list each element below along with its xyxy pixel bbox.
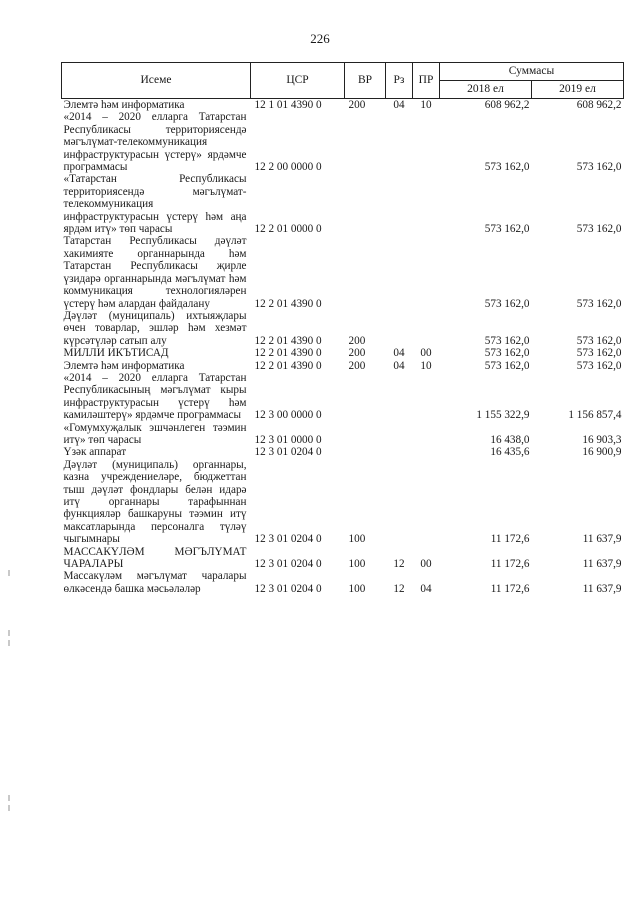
scan-mark: [8, 630, 10, 636]
row-csr: 12 2 01 4390 0: [254, 359, 322, 372]
row-name: Дәүләт (муниципаль) органнары, казна учреждениеләре, бюджеттан тыш дәүләт фондлары белән идарә итү органнары тарафыннан функцияләр башкаруны тәэмин итү максатларында персоналга түләү чыгымнары: [63, 458, 247, 546]
row-csr: 12 3 01 0000 0: [254, 433, 322, 446]
table-row: [62, 173, 624, 235]
row-csr: 12 3 01 0204 0: [254, 446, 322, 459]
scan-mark: [8, 640, 10, 646]
row-name: «Гомумхуҗалык эшчәнлеген тәэмин итү» төп чарасы: [63, 421, 247, 446]
row-vr: [345, 111, 386, 173]
row-sum-2019: 16 900,9: [582, 446, 622, 459]
row-csr: 12 2 01 0000 0: [254, 223, 322, 236]
row-vr: 200: [348, 99, 366, 111]
row-sum-2018: 1 155 322,9: [476, 409, 530, 422]
row-name: Элемтә һәм информатика: [63, 99, 185, 111]
row-csr: 12 2 00 0000 0: [254, 161, 322, 174]
row-sum-2019: 11 637,9: [582, 558, 622, 571]
table-row: [62, 111, 624, 173]
row-rz: [386, 310, 413, 347]
row-vr: [345, 422, 386, 447]
row-sum-2018: 573 162,0: [484, 347, 530, 360]
row-sum-2018: 16 435,6: [490, 446, 530, 459]
row-sum-2019: 11 637,9: [582, 582, 622, 595]
row-name: «2014 – 2020 елларга Татарстан Республикасының мәгълүмат кыры инфраструктурасын үстерү һәм камиләштерү» ярдәмче программасы: [63, 371, 247, 422]
table-row: [62, 347, 624, 359]
table-row: [62, 372, 624, 422]
row-pr: [413, 111, 440, 173]
row-name: Татарстан Республикасы дәүләт хакимияте органнарында һәм Татарстан Республикасы җирле үзидарә органнарында мәгълүмат һәм коммуникация технологияләрен үстерү һәм алардан файдалану: [63, 235, 247, 310]
row-sum-2019: 573 162,0: [576, 297, 622, 310]
row-pr: [413, 235, 440, 309]
row-vr: 200: [348, 359, 366, 372]
table-row: [62, 459, 624, 546]
row-rz: [386, 372, 413, 422]
row-rz: 04: [393, 99, 405, 111]
scan-mark: [8, 805, 10, 811]
row-sum-2018: 573 162,0: [484, 334, 530, 347]
row-csr: 12 2 01 4390 0: [254, 334, 322, 347]
header-rz: Рз: [386, 63, 413, 99]
row-rz: [386, 446, 413, 458]
row-pr: 10: [420, 99, 432, 111]
row-vr: 200: [348, 347, 366, 360]
table-row: [62, 310, 624, 347]
row-rz: [386, 173, 413, 235]
table-row: [62, 446, 624, 458]
row-sum-2018: 11 172,6: [490, 582, 530, 595]
row-vr: [345, 173, 386, 235]
row-sum-2018: 573 162,0: [484, 297, 530, 310]
row-rz: 04: [393, 347, 405, 360]
row-rz: 12: [393, 558, 405, 571]
row-sum-2018: 11 172,6: [490, 533, 530, 546]
row-sum-2019: 573 162,0: [576, 223, 622, 236]
row-pr: [413, 372, 440, 422]
header-name: Исеме: [62, 63, 251, 99]
scan-mark: [8, 795, 10, 801]
header-pr: ПР: [413, 63, 440, 99]
row-csr: 12 3 01 0204 0: [254, 533, 322, 546]
row-name: Үзәк аппарат: [63, 446, 127, 459]
row-csr: 12 1 01 4390 0: [254, 99, 322, 111]
scan-margin-marks: [8, 570, 12, 870]
table-row: [62, 235, 624, 309]
row-vr: [345, 372, 386, 422]
scan-mark: [8, 570, 10, 576]
row-csr: 12 3 01 0204 0: [254, 582, 322, 595]
row-sum-2018: 573 162,0: [484, 223, 530, 236]
row-rz: [386, 459, 413, 546]
row-sum-2018: 573 162,0: [484, 161, 530, 174]
row-rz: [386, 422, 413, 447]
row-sum-2018: 11 172,6: [490, 558, 530, 571]
row-pr: 00: [420, 558, 432, 571]
row-name: Дәүләт (муниципаль) ихтыяҗлары өчен товарлар, эшләр һәм хезмәт күрсәтүләр сатып алу: [63, 309, 247, 347]
row-sum-2019: 573 162,0: [576, 359, 622, 372]
row-rz: 04: [393, 359, 405, 372]
row-csr: 12 2 01 4390 0: [254, 297, 322, 310]
row-pr: [413, 173, 440, 235]
row-sum-2018: 573 162,0: [484, 359, 530, 372]
row-name: Массакүләм мәгълүмат чаралары өлкәсендә башка мәсьәләләр: [63, 570, 247, 595]
row-rz: [386, 235, 413, 309]
table-row: [62, 99, 624, 112]
row-pr: [413, 310, 440, 347]
row-sum-2018: 16 438,0: [490, 433, 530, 446]
header-sums: Суммасы: [440, 63, 624, 81]
row-sum-2018: 608 962,2: [484, 99, 530, 111]
row-vr: 100: [348, 533, 366, 546]
header-2018: 2018 ел: [440, 81, 532, 99]
header-2019: 2019 ел: [532, 81, 624, 99]
row-rz: 12: [393, 582, 405, 595]
table-row: [62, 546, 624, 571]
row-vr: [345, 446, 386, 458]
row-sum-2019: 573 162,0: [576, 161, 622, 174]
row-csr: 12 3 00 0000 0: [254, 409, 322, 422]
table-row: [62, 422, 624, 447]
row-pr: 10: [420, 359, 432, 372]
row-vr: 100: [348, 558, 366, 571]
row-rz: [386, 111, 413, 173]
row-pr: [413, 422, 440, 447]
row-sum-2019: 16 903,3: [582, 433, 622, 446]
row-name: «Татарстан Республикасы территориясендә мәгълүмат-телекоммуникация инфраструктурасын үстерү һәм аңа ярдәм итү» төп чарасы: [63, 173, 247, 236]
row-sum-2019: 608 962,2: [576, 99, 622, 111]
page-number: 226: [310, 31, 330, 46]
budget-table: [61, 62, 624, 595]
row-sum-2019: 11 637,9: [582, 533, 622, 546]
header-vr: ВР: [345, 63, 386, 99]
row-sum-2019: 573 162,0: [576, 347, 622, 360]
row-pr: 00: [420, 347, 432, 360]
row-name: «2014 – 2020 елларга Татарстан Республикасы территориясендә мәгълүмат-телекоммуникация инфраструктурасын үстерү» ярдәмче программасы: [63, 111, 247, 174]
table-row: [62, 360, 624, 372]
row-pr: [413, 459, 440, 546]
row-pr: [413, 446, 440, 458]
row-sum-2019: 573 162,0: [576, 334, 622, 347]
row-name: Элемтә һәм информатика: [63, 359, 185, 372]
header-csr: ЦСР: [251, 63, 345, 99]
row-pr: 04: [420, 582, 432, 595]
row-name: МАССАКҮЛӘМ МӘГЪЛҮМАТ ЧАРАЛАРЫ: [63, 545, 247, 571]
row-sum-2019: 1 156 857,4: [568, 409, 622, 422]
row-name: МИЛЛИ ИКЪТИСАД: [63, 347, 169, 360]
row-vr: [345, 235, 386, 309]
row-csr: 12 3 01 0204 0: [254, 558, 322, 571]
row-vr: 200: [348, 334, 366, 347]
table-row: [62, 570, 624, 595]
row-csr: 12 2 01 4390 0: [254, 347, 322, 360]
row-vr: 100: [348, 582, 366, 595]
